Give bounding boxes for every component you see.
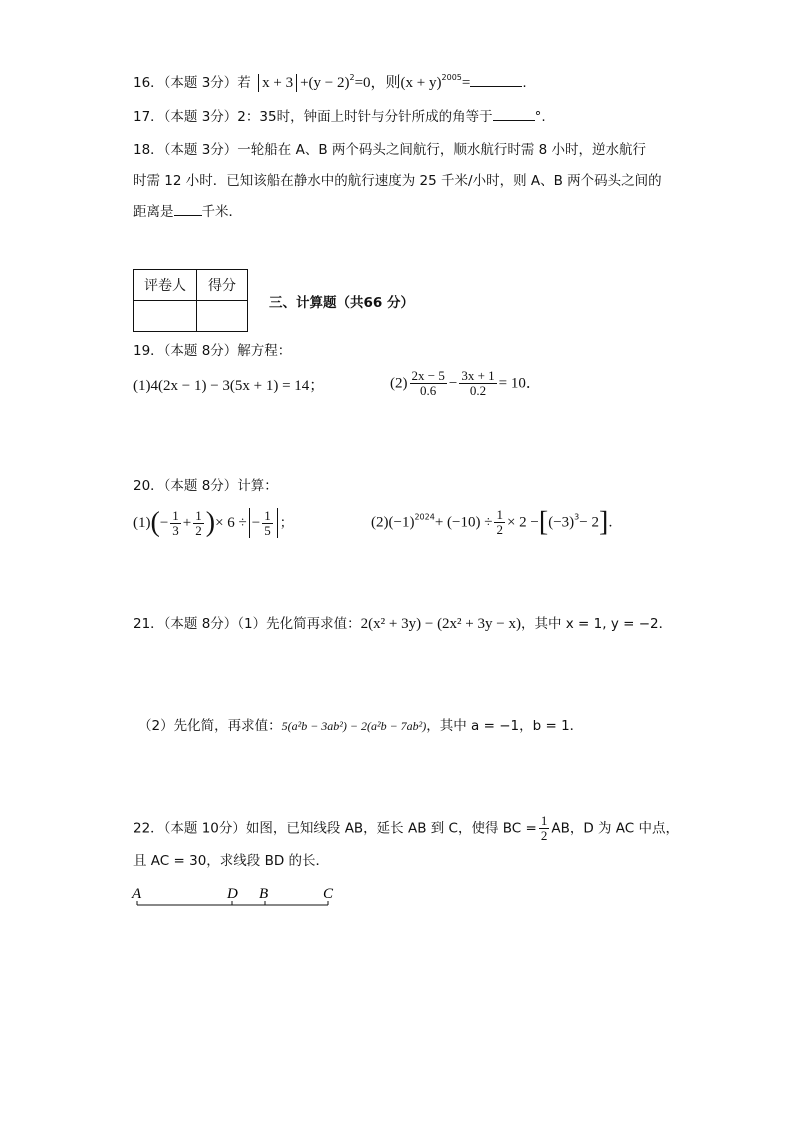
q20-f4-den: 2: [496, 522, 503, 537]
q16-plus-sq: +(y − 2): [300, 75, 350, 91]
answer-blank: [470, 73, 522, 87]
q16-after: =: [461, 75, 471, 91]
q22-f-num: 1: [540, 813, 548, 828]
fraction: [459, 369, 496, 398]
question-18-line1: 18．（本题 3分）一轮船在 A、B 两个码头之间航行，顺水航行时需 8 小时，逆水航行: [133, 142, 647, 158]
section-title: 三、计算题（共66 分）: [269, 295, 414, 311]
question-19-part2: [390, 369, 541, 398]
q20-f3-num: 1: [264, 507, 271, 523]
fraction: [193, 509, 204, 538]
q20-f1-num: 1: [172, 507, 179, 523]
q20-f1-den: 3: [172, 522, 179, 538]
q20-p1-abs-sign: −: [251, 515, 261, 531]
q22-line1-pre: 22．（本题 10分）如图，已知线段 AB，延长 AB 到 C，使得 BC =: [133, 820, 537, 837]
fraction: [262, 509, 273, 538]
answer-blank: [174, 202, 202, 216]
q16-end: .: [522, 75, 527, 91]
q20-p1-pre: (1): [133, 515, 151, 531]
question-22-line1: [133, 814, 679, 843]
point-label-d: D: [227, 886, 238, 902]
question-21-part1: [133, 614, 672, 634]
q22-f-den: 2: [540, 828, 548, 843]
q16-exp: 2005: [441, 73, 462, 82]
q21-p1-pre: 21．（本题 8分）（1）先化简再求值：: [133, 616, 361, 632]
q20-f2-num: 1: [195, 507, 202, 523]
q19-p2-pre: (2): [390, 375, 408, 392]
abs-bar-right: [296, 74, 297, 92]
question-18-line2: 时需 12 小时．已知该船在静水中的航行速度为 25 千米/小时，则 A、B 两个码头之间的: [133, 173, 662, 189]
score-table: [133, 269, 248, 332]
q18-line3-post: 千米．: [201, 204, 242, 220]
fraction: [170, 509, 181, 538]
q19-frac1-num: 2x − 5: [411, 368, 445, 383]
q21-p2-pre: （2）先化简，再求值：: [138, 718, 282, 734]
abs-bar-left: [258, 74, 259, 92]
q20-f2-den: 2: [195, 522, 202, 538]
q19-frac1-den: 0.6: [420, 383, 437, 398]
q20-plus: +: [182, 515, 192, 531]
question-21-part2: [138, 716, 583, 736]
q18-line3-pre: 距离是: [133, 204, 174, 220]
bracket-left: [: [538, 506, 549, 538]
q22-line1-post: AB，D 为 AC 中点，: [551, 820, 680, 837]
point-label-b: B: [259, 886, 269, 902]
q17-end: °.: [534, 109, 546, 125]
q20-p2-in-end: − 2: [579, 514, 599, 531]
q20-p2-in: (−3): [548, 514, 575, 531]
paren-left: (: [150, 507, 160, 538]
q20-p2-exp: 2024: [414, 512, 435, 522]
q19-p2-post: = 10．: [498, 375, 541, 392]
q20-p2-end: ．: [608, 514, 622, 531]
question-20-stem: 20．（本题 8分）计算：: [133, 478, 278, 494]
q16-abs-content: x + 3: [262, 75, 294, 91]
q16-prefix: 16．（本题 3分）若: [133, 75, 251, 91]
point-label-c: C: [323, 886, 334, 902]
score-cell-grader: [134, 301, 197, 332]
q19-minus: −: [448, 375, 458, 392]
abs-bar-left: [249, 508, 250, 538]
score-header-grader: 评卷人: [134, 270, 197, 301]
q19-frac2-den: 0.2: [469, 383, 487, 398]
q20-p2-in-exp: 3: [574, 512, 580, 522]
q17-text: 17．（本题 3分）2：35时，钟面上时针与分针所成的角等于: [133, 109, 493, 125]
line-segment-diagram: [128, 880, 348, 916]
bracket-right: ]: [598, 506, 609, 538]
q19-frac2-num: 3x + 1: [461, 368, 495, 383]
q16-sq-exp: 2: [349, 73, 355, 82]
q21-p1-expr: 2(x² + 3y) − (2x² + 3y − x): [360, 616, 521, 632]
question-20-part2: [371, 508, 622, 537]
question-19-part1: (1)4(2x − 1) − 3(5x + 1) = 14；: [133, 378, 325, 394]
point-label-a: A: [132, 886, 142, 902]
question-19-stem: 19．（本题 8分）解方程：: [133, 343, 292, 359]
paren-right: ): [205, 507, 216, 538]
question-17: [133, 107, 546, 127]
q21-p2-post: ，其中 a = −1，b = 1．: [426, 718, 584, 734]
q20-p1-a: −: [159, 515, 169, 531]
answer-blank: [493, 107, 535, 121]
q20-f3-den: 5: [264, 522, 271, 538]
question-16: [133, 73, 527, 93]
q20-p1-end: ；: [279, 515, 294, 531]
q21-p1-post: ，其中 x = 1, y = −2．: [520, 616, 673, 632]
q20-p2-pre: (2)(−1): [371, 514, 415, 531]
q21-p2-expr: 5(a²b − 3ab²) − 2(a²b − 7ab²): [281, 719, 427, 733]
fraction: [539, 814, 550, 843]
fraction: [410, 369, 447, 398]
fraction: [494, 508, 505, 537]
question-22-line2: 且 AC = 30，求线段 BD 的长．: [133, 853, 330, 869]
q20-f4-num: 1: [496, 507, 503, 522]
score-cell-score: [197, 301, 248, 332]
q16-eq0: =0，则(x + y): [354, 75, 442, 91]
q20-p2-mid: + (−10) ÷: [434, 514, 493, 531]
q20-p1-mid: × 6 ÷: [215, 515, 247, 531]
abs-bar-right: [277, 508, 278, 538]
score-header-score: 得分: [197, 270, 248, 301]
question-18-line3: [133, 202, 242, 222]
question-20-part1: [133, 508, 293, 538]
q20-p2-after: × 2 −: [506, 514, 539, 531]
